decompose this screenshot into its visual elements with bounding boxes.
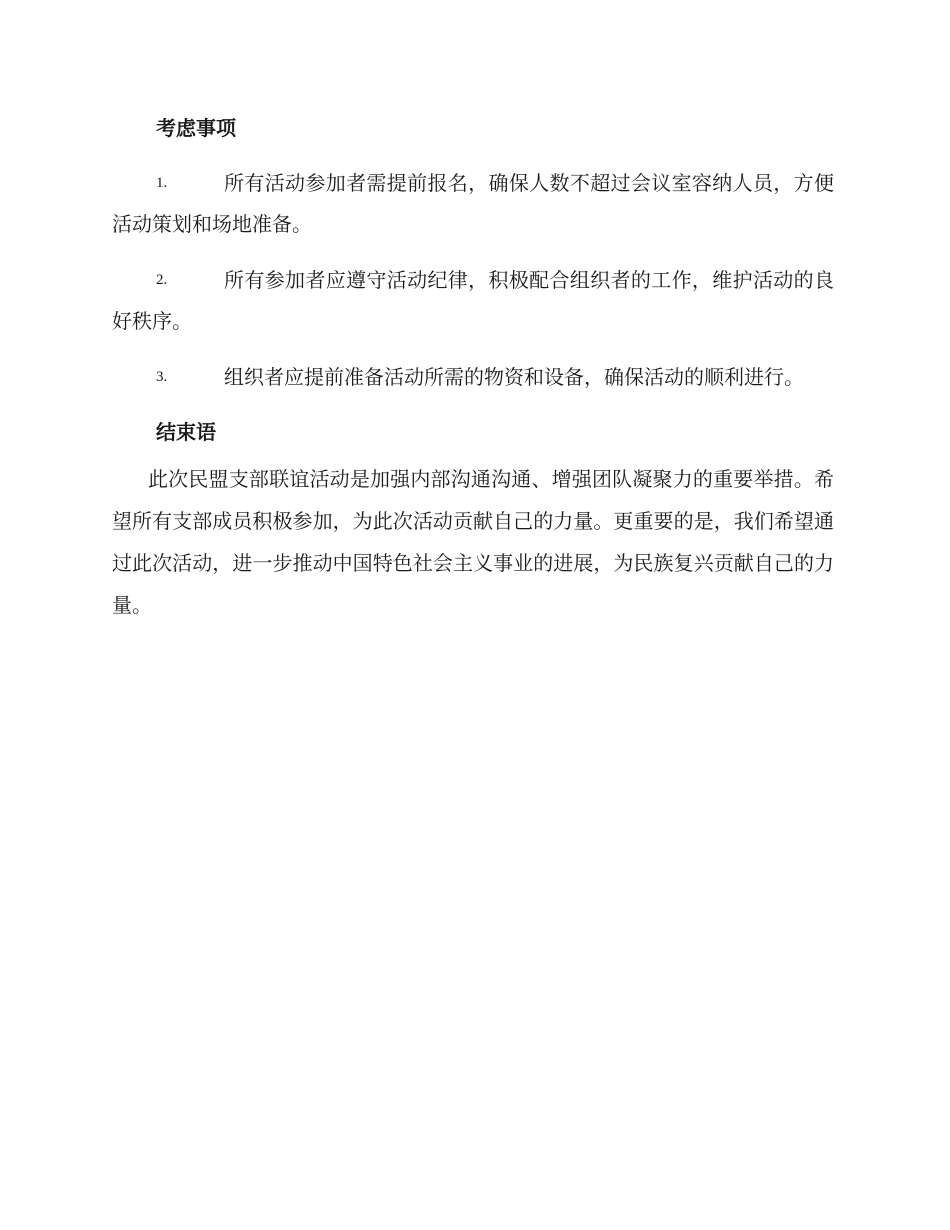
list-item-number: 3.: [156, 369, 168, 385]
list-item-text: 组织者应提前准备活动所需的物资和设备，确保活动的顺利进行。: [224, 365, 804, 389]
list-item: [112, 260, 834, 342]
list-item: [112, 357, 834, 398]
list-item-text: 所有活动参加者需提前报名，确保人数不超过会议室容纳人员，方便活动策划和场地准备。: [112, 171, 834, 236]
considerations-heading: 考虑事项: [156, 116, 236, 140]
conclusion-paragraph: 此次民盟支部联谊活动是加强内部沟通沟通、增强团队凝聚力的重要举措。希望所有支部成员积极参加，为此次活动贡献自己的力量。更重要的是，我们希望通过此次活动，进一步推动中国特色社会主义事业的进展，为民族复兴贡献自己的力量。: [112, 467, 834, 617]
list-item: [112, 163, 834, 245]
conclusion-heading: 结束语: [156, 420, 216, 444]
list-item-number: 2.: [156, 272, 168, 288]
list-item-number: 1.: [156, 175, 168, 191]
list-item-text: 所有参加者应遵守活动纪律，积极配合组织者的工作，维护活动的良好秩序。: [112, 268, 834, 333]
document-page: [112, 108, 834, 626]
